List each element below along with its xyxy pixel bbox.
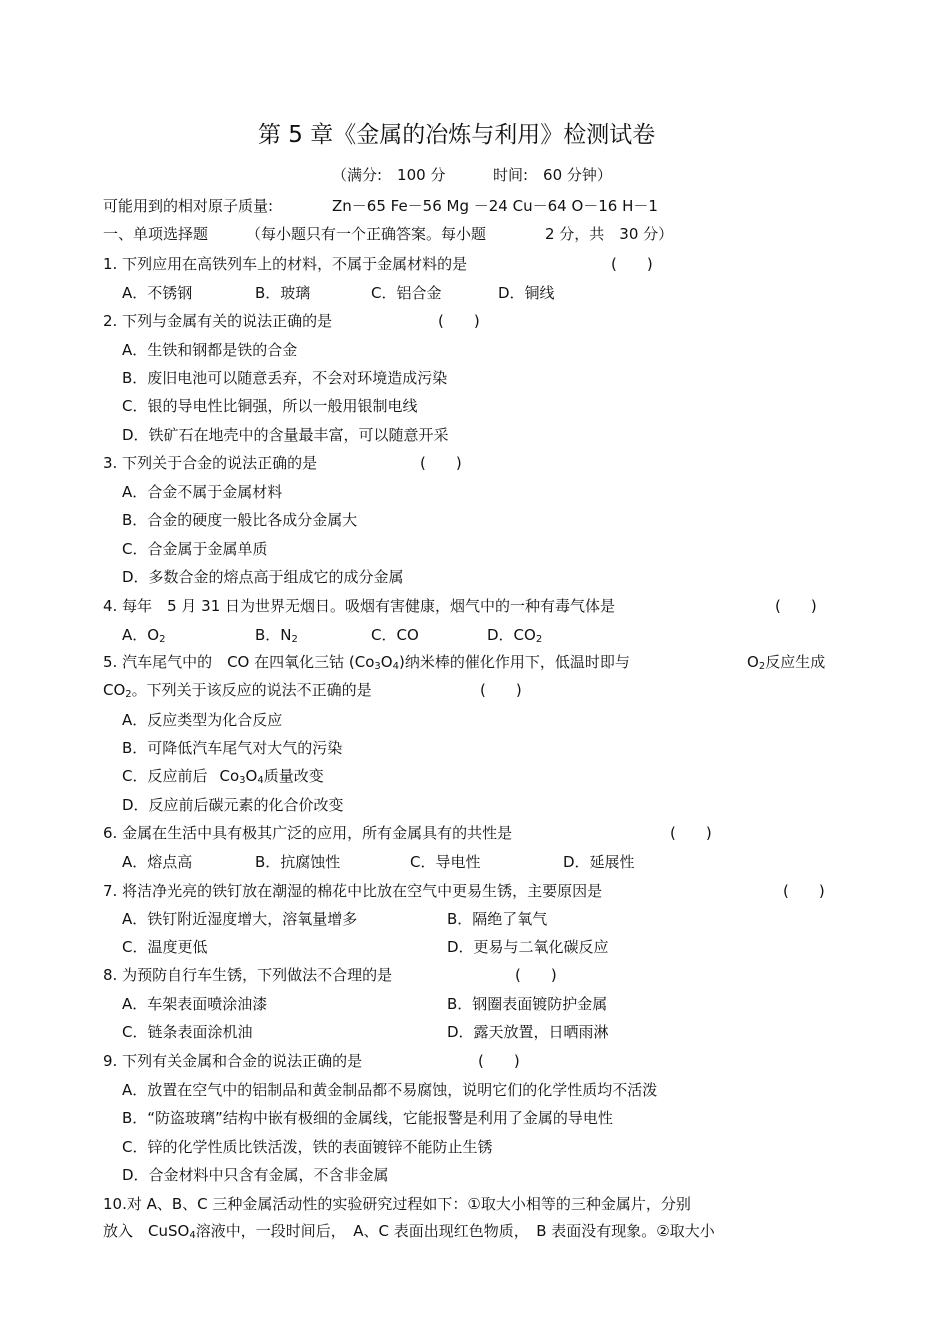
q10-stem-line2	[103, 1221, 715, 1241]
q4-option-d	[487, 625, 542, 645]
q4-option-a-text: A．O	[122, 626, 160, 644]
q9-stem: 9. 下列有关金属和合金的说法正确的是	[103, 1052, 363, 1070]
q2-stem: 2. 下列与金属有关的说法正确的是	[103, 312, 333, 330]
section-score: 2 分，共 30 分）	[545, 225, 674, 243]
q7-option-b: B．隔绝了氧气	[447, 910, 548, 928]
q2-answer-blank: ( )	[438, 312, 480, 330]
q5-stem-line1	[103, 652, 630, 672]
q7-option-d: D．更易与二氧化碳反应	[447, 938, 609, 956]
q7-stem: 7. 将洁净光亮的铁钉放在潮湿的棉花中比放在空气中更易生锈，主要原因是	[103, 882, 603, 900]
q9-option-a: A．放置在空气中的铝制品和黄金制品都不易腐蚀，说明它们的化学性质均不活泼	[122, 1081, 658, 1099]
q5-c-pre: C．反应前后	[122, 767, 208, 785]
q7-answer-blank: ( )	[783, 882, 825, 900]
q5-l1-b: O	[380, 653, 393, 671]
q4-option-d-sub: 2	[535, 634, 543, 645]
q5-c-sub1: 3	[239, 775, 246, 786]
q5-option-d: D．反应前后碳元素的化合价改变	[122, 796, 344, 814]
q5-l1-o: O	[747, 653, 759, 671]
q10-l2-sub: 4	[189, 1230, 196, 1241]
q5-sub1: 3	[374, 661, 381, 672]
q4-option-a	[122, 625, 165, 645]
q4-option-b-text: B．N	[255, 626, 292, 644]
q9-option-b: B．“防盗玻璃”结构中嵌有极细的金属线，它能报警是利用了金属的导电性	[122, 1109, 613, 1127]
q4-option-d-text: D．CO	[487, 626, 536, 644]
q4-option-b-sub: 2	[291, 634, 298, 645]
q6-option-c: C．导电性	[410, 853, 481, 871]
q4-option-b	[255, 625, 298, 645]
q5-stem-line1-end	[747, 652, 825, 672]
q4-stem: 4. 每年 5 月 31 日为世界无烟日。吸烟有害健康，烟气中的一种有毒气体是	[103, 597, 616, 615]
q5-l1-a: 5. 汽车尾气中的 CO 在四氧化三钴 (Co	[103, 653, 375, 671]
q5-stem-line2	[103, 680, 372, 700]
q10-stem-line1: 10.对 A、B、C 三种金属活动性的实验研究过程如下：①取大小相等的三种金属片，分别	[103, 1195, 691, 1213]
q2-option-c: C．银的导电性比铜强，所以一般用银制电线	[122, 397, 418, 415]
q2-option-b: B．废旧电池可以随意丢弃，不会对环境造成污染	[122, 369, 448, 387]
q6-stem: 6. 金属在生活中具有极其广泛的应用，所有金属具有的共性是	[103, 824, 513, 842]
q3-option-a: A．合金不属于金属材料	[122, 483, 283, 501]
q5-sub2: 4	[392, 661, 399, 672]
time-limit: 时间: 60 分钟）	[493, 166, 612, 184]
q9-option-d: D．合金材料中只含有金属，不含非金属	[122, 1166, 389, 1184]
q1-option-a: A．不锈钢	[122, 284, 193, 302]
section-heading: 一、单项选择题	[103, 225, 209, 243]
q8-stem: 8. 为预防自行车生锈，下列做法不合理的是	[103, 966, 393, 984]
q5-l2-b: 。下列关于该反应的说法不正确的是	[131, 681, 372, 699]
q10-l2-b: 溶液中，一段时间后， A、C 表面出现红色物质， B 表面没有现象。②取大小	[195, 1222, 715, 1240]
q5-answer-blank: ( )	[480, 681, 522, 699]
q2-option-a: A．生铁和钢都是铁的合金	[122, 341, 298, 359]
q3-option-d: D．多数合金的熔点高于组成它的成分金属	[122, 568, 404, 586]
q1-option-c: C．铝合金	[371, 284, 442, 302]
q4-answer-blank: ( )	[775, 597, 817, 615]
q1-option-b: B．玻璃	[255, 284, 311, 302]
q9-answer-blank: ( )	[478, 1052, 520, 1070]
q5-c-co: Co	[219, 767, 240, 785]
q7-option-c: C．温度更低	[122, 938, 208, 956]
q5-option-b: B．可降低汽车尾气对大气的污染	[122, 739, 343, 757]
q6-option-b: B．抗腐蚀性	[255, 853, 341, 871]
q10-l2-a: 放入 CuSO	[103, 1222, 190, 1240]
q6-answer-blank: ( )	[670, 824, 712, 842]
q8-option-c: C．链条表面涂机油	[122, 1023, 253, 1041]
q5-c-sub2: 4	[257, 775, 264, 786]
q5-c-o: O	[245, 767, 258, 785]
q3-stem: 3. 下列关于合金的说法正确的是	[103, 454, 318, 472]
q7-option-a: A．铁钉附近湿度增大，溶氧量增多	[122, 910, 358, 928]
q5-sub3: 2	[758, 661, 766, 672]
q5-sub4: 2	[125, 689, 132, 700]
q1-answer-blank: ( )	[611, 255, 653, 273]
q5-option-a: A．反应类型为化合反应	[122, 711, 283, 729]
q4-option-c: C．CO	[371, 626, 419, 644]
q9-option-c: C．锌的化学性质比铁活泼，铁的表面镀锌不能防止生锈	[122, 1138, 493, 1156]
q5-c-post: 质量改变	[263, 767, 324, 785]
q5-l2-a: CO	[103, 681, 126, 699]
q5-l1-c: )纳米棒的催化作用下，低温时即与	[398, 653, 630, 671]
q5-l1-end: 反应生成	[765, 653, 826, 671]
q8-option-a: A．车架表面喷涂油漆	[122, 995, 268, 1013]
q6-option-a: A．熔点高	[122, 853, 193, 871]
q4-option-a-sub: 2	[159, 634, 166, 645]
atomic-mass-label: 可能用到的相对原子质量:	[103, 197, 274, 215]
q8-option-b: B．钢圈表面镀防护金属	[447, 995, 608, 1013]
q8-option-d: D．露天放置，日晒雨淋	[447, 1023, 609, 1041]
full-score: （满分: 100 分	[332, 166, 446, 184]
q8-answer-blank: ( )	[515, 966, 557, 984]
q2-option-d: D．铁矿石在地壳中的含量最丰富，可以随意开采	[122, 426, 449, 444]
q3-answer-blank: ( )	[420, 454, 462, 472]
page-title: 第 5 章《金属的冶炼与利用》检测试卷	[258, 122, 656, 148]
section-note: （每小题只有一个正确答案。每小题	[246, 225, 487, 243]
q3-option-b: B．合金的硬度一般比各成分金属大	[122, 511, 358, 529]
q1-option-d: D．铜线	[498, 284, 555, 302]
q5-option-c	[122, 766, 324, 786]
atomic-mass-values: Zn－65 Fe－56 Mg －24 Cu－64 O－16 H－1	[332, 197, 658, 215]
q3-option-c: C．合金属于金属单质	[122, 540, 268, 558]
q1-stem: 1. 下列应用在高铁列车上的材料，不属于金属材料的是	[103, 255, 468, 273]
q6-option-d: D．延展性	[563, 853, 635, 871]
